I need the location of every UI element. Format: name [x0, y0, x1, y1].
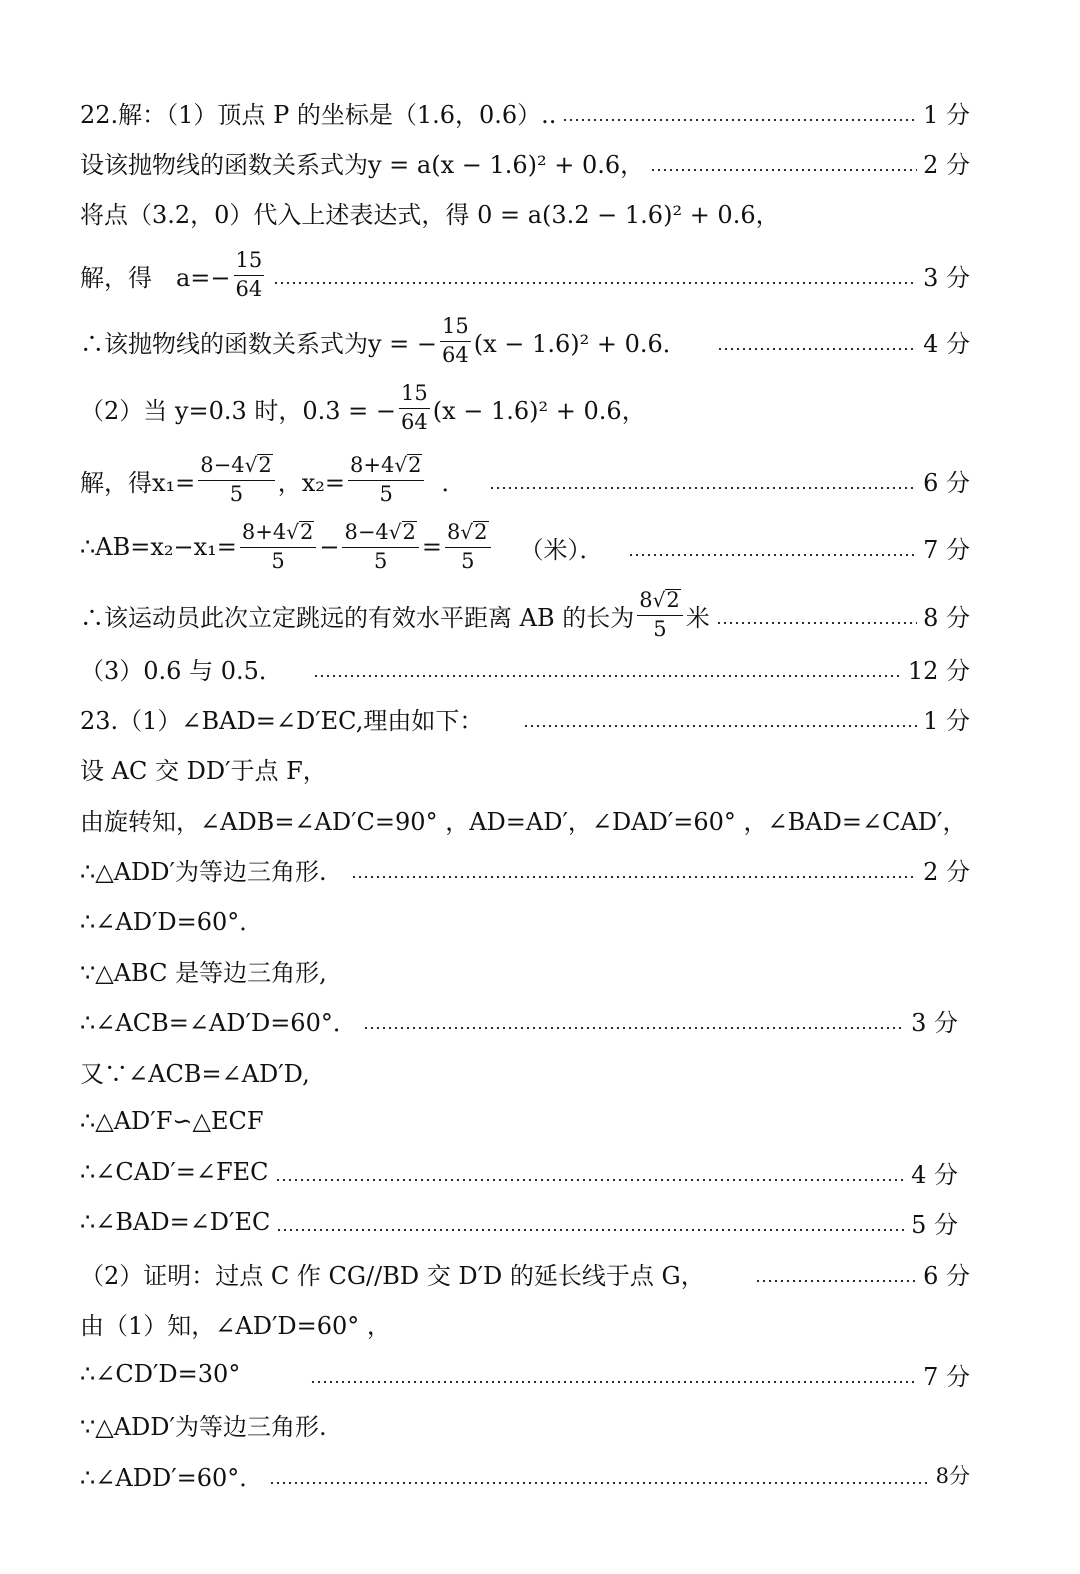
leader-dots	[716, 622, 917, 624]
line-text: ∵△ABC 是等边三角形,	[80, 958, 327, 987]
numerator: 8 √ 2	[637, 589, 683, 615]
denominator: 5	[379, 481, 393, 506]
q22-ab-length-line	[80, 512, 970, 582]
leader-dots	[273, 282, 917, 284]
line-text: ∴△ADD′为等边三角形.	[80, 857, 327, 886]
leader-dots	[755, 1280, 917, 1282]
score-label: 12 分	[907, 656, 970, 685]
line-text: −	[319, 533, 340, 561]
q22-roots-line	[80, 445, 970, 515]
q23-cd-angle-line	[80, 1349, 970, 1399]
line-text: 23.（1）∠BAD=∠D′EC,理由如下：	[80, 706, 484, 735]
line-text: ∵△ADD′为等边三角形.	[80, 1412, 327, 1441]
q23-from-part1-line	[80, 1298, 970, 1348]
q22-solve-a-line	[80, 240, 970, 310]
q23-abc-line	[80, 945, 970, 995]
numerator: 8−4 √ 2	[342, 521, 418, 547]
line-text: ∴该运动员此次立定跳远的有效水平距离 AB 的长为	[80, 603, 635, 632]
q23-cad-line	[80, 1147, 958, 1197]
denominator: 64	[235, 276, 263, 301]
q22-conclusion-line	[80, 580, 970, 650]
line-text: （米）．	[519, 535, 604, 564]
line-text: （2）证明：过点 C 作 CG//BD 交 D′D 的延长线于点 G，	[80, 1261, 705, 1290]
leader-dots	[269, 1482, 929, 1484]
line-text: ，x₂=	[277, 468, 345, 497]
score-label: 2 分	[923, 857, 970, 886]
q23-part1-line	[80, 693, 970, 743]
line-text: ∴∠ADD′=60°．	[80, 1463, 264, 1492]
score-label: 6 分	[923, 468, 970, 497]
numerator: 8+4 √ 2	[348, 454, 424, 480]
denominator: 64	[401, 409, 428, 434]
q22-part3-line	[80, 643, 970, 693]
leader-dots	[523, 725, 917, 727]
numerator: 15	[440, 315, 471, 341]
line-text: ∴∠AD′D=60°．	[80, 907, 264, 936]
leader-dots	[650, 169, 917, 171]
line-text: 又∵∠ACB=∠AD′D,	[80, 1059, 310, 1088]
line-text: =	[421, 533, 443, 561]
numerator: 15	[399, 382, 430, 408]
score-label: 3 分	[911, 1008, 958, 1037]
line-text: （3）0.6 与 0.5．	[80, 656, 283, 685]
fraction	[234, 249, 265, 300]
denominator: 5	[229, 481, 244, 506]
line-text: ∴∠CD′D=30°	[80, 1360, 241, 1388]
numerator: 8+4 √ 2	[240, 521, 316, 547]
q23-acb-line	[80, 995, 958, 1045]
denominator: 5	[653, 616, 667, 641]
score-label: 4 分	[923, 329, 970, 358]
q23-add-angle-line	[80, 1450, 970, 1500]
q23-part2-line	[80, 1248, 970, 1298]
line-text: ∴∠ACB=∠AD′D=60°．	[80, 1008, 357, 1037]
leader-dots	[562, 119, 917, 121]
denominator: 5	[373, 548, 388, 573]
numerator: 15	[234, 249, 265, 275]
line-text: （2）当 y=0.3 时，0.3 = −	[80, 396, 397, 425]
line-text: ∴∠BAD=∠D′EC	[80, 1208, 271, 1236]
q22-function-result-line	[80, 306, 970, 376]
line-text: 设 AC 交 DD′于点 F，	[80, 756, 327, 785]
fraction	[348, 454, 424, 505]
line-text: 由（1）知，∠AD′D=60° ，	[80, 1311, 391, 1340]
denominator: 5	[461, 548, 475, 573]
fraction	[445, 521, 491, 572]
score-label: 1 分	[923, 100, 970, 129]
line-text: 22.解：（1）顶点 P 的坐标是（1.6，0.6）..	[80, 100, 557, 129]
q23-setup-line	[80, 743, 970, 793]
leader-dots	[363, 1027, 905, 1029]
q23-similar-line	[80, 1096, 970, 1146]
q23-equilateral-line	[80, 844, 970, 894]
line-text: ∴该抛物线的函数关系式为y = −	[80, 329, 438, 358]
score-label: 5 分	[911, 1210, 958, 1239]
denominator: 64	[442, 342, 469, 367]
denominator: 5	[271, 548, 285, 573]
q23-angle-line	[80, 894, 970, 944]
numerator: 8 √ 2	[445, 521, 491, 547]
leader-dots	[717, 348, 917, 350]
score-label: 8 分	[923, 603, 970, 632]
leader-dots	[628, 554, 918, 556]
fraction	[240, 521, 316, 572]
line-text: 将点（3.2，0）代入上述表达式，得 0 = a(3.2 − 1.6)² + 0.6，	[80, 200, 780, 229]
q23-because-line	[80, 1046, 970, 1096]
fraction	[440, 315, 471, 366]
q22-substitute-line	[80, 187, 970, 237]
line-text: ．	[441, 468, 466, 497]
q22-part1-vertex-line	[80, 87, 970, 137]
fraction	[637, 589, 683, 640]
score-label: 3 分	[923, 263, 970, 292]
q22-part2-line	[80, 373, 970, 443]
q23-rotation-line	[80, 794, 970, 844]
line-text: ∴∠CAD′=∠FEC	[80, 1158, 269, 1186]
numerator: 8−4 √ 2	[198, 454, 274, 480]
line-text: 设该抛物线的函数关系式为y = a(x − 1.6)² + 0.6，	[80, 150, 645, 179]
line-text: ∴△AD′F∽△ECF	[80, 1107, 264, 1135]
leader-dots	[351, 876, 917, 878]
leader-dots	[313, 675, 902, 677]
line-text: 米	[685, 603, 710, 632]
score-label: 7 分	[923, 1362, 970, 1391]
line-text: (x − 1.6)² + 0.6，	[432, 396, 646, 425]
line-text: 解，得 a=−	[80, 263, 231, 292]
score-label: 2 分	[923, 150, 970, 179]
leader-dots	[489, 487, 917, 489]
fraction	[399, 382, 430, 433]
score-label: 8分	[935, 1464, 970, 1488]
line-text: ∴AB=x₂−x₁=	[80, 533, 237, 561]
line-text: (x − 1.6)² + 0.6．	[473, 329, 687, 358]
score-label: 1 分	[923, 706, 970, 735]
leader-dots	[275, 1179, 906, 1181]
score-label: 4 分	[911, 1160, 958, 1189]
q22-parabola-form-line	[80, 137, 970, 187]
fraction	[198, 454, 274, 505]
score-label: 7 分	[923, 535, 970, 564]
fraction	[342, 521, 418, 572]
q23-bad-line	[80, 1197, 958, 1247]
q23-equilateral2-line	[80, 1399, 970, 1449]
leader-dots	[276, 1229, 905, 1231]
line-text: 解，得x₁=	[80, 468, 196, 497]
score-label: 6 分	[923, 1261, 970, 1290]
line-text: 由旋转知，∠ADB=∠AD′C=90° ，AD=AD′，∠DAD′=60° ，∠BAD=∠CAD′，	[80, 807, 967, 836]
leader-dots	[310, 1381, 917, 1383]
